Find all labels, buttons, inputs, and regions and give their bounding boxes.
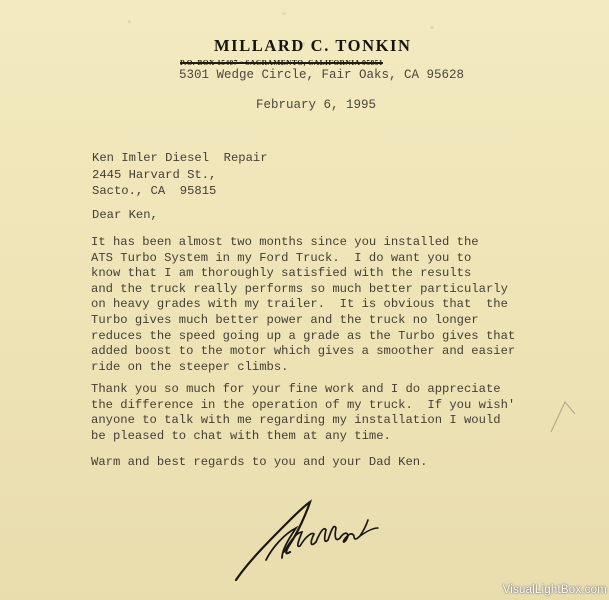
recipient-line: Sacto., CA 95815 bbox=[92, 184, 217, 198]
recipient-line: Ken Imler Diesel Repair bbox=[92, 151, 268, 165]
body-paragraph-1 bbox=[91, 235, 515, 375]
letterhead-old-address: P.O. BOX 15407 • SACRAMENTO, CALIFORNIA 95851 bbox=[180, 58, 383, 67]
paragraph-line: anyone to talk with me regarding my installation I would bbox=[91, 413, 501, 428]
paragraph-line: Warm and best regards to you and your Dad Ken. bbox=[91, 455, 428, 469]
salutation: Dear Ken, bbox=[92, 208, 158, 222]
watermark: VisualLightBox.com bbox=[502, 584, 607, 596]
paper-blemish bbox=[128, 20, 131, 23]
handwritten-signature bbox=[226, 492, 386, 588]
recipient-address bbox=[92, 150, 268, 200]
paragraph-line: on heavy grades with my trailer. It is obvious that the bbox=[91, 297, 508, 312]
body-paragraph-3 bbox=[91, 455, 427, 471]
pencil-mark bbox=[549, 396, 579, 436]
paragraph-line: and the truck really performs so much better particularly bbox=[91, 281, 508, 296]
paragraph-line: reduces the speed going up a grade as the Turbo gives that bbox=[91, 328, 516, 343]
paragraph-line: know that I am thoroughly satisfied with the results bbox=[91, 266, 472, 281]
letterhead-new-address: 5301 Wedge Circle, Fair Oaks, CA 95628 bbox=[179, 68, 465, 82]
letterhead-name: MILLARD C. TONKIN bbox=[214, 36, 412, 55]
body-paragraph-2 bbox=[91, 382, 515, 444]
letter-date: February 6, 1995 bbox=[256, 98, 377, 112]
paragraph-line: ride on the steeper climbs. bbox=[91, 359, 289, 374]
paragraph-line: the difference in the operation of my truck. If you wish' bbox=[91, 397, 516, 412]
recipient-line: 2445 Harvard St., bbox=[92, 167, 217, 182]
paper-blemish bbox=[430, 26, 434, 29]
paragraph-line: It has been almost two months since you installed the bbox=[91, 235, 479, 249]
paragraph-line: Turbo gives much better power and the truck no longer bbox=[91, 312, 479, 327]
paragraph-line: added boost to the motor which gives a smoother and easier bbox=[91, 344, 516, 359]
paragraph-line: be pleased to chat with them at any time. bbox=[91, 428, 391, 443]
paragraph-line: ATS Turbo System in my Ford Truck. I do want you to bbox=[91, 250, 472, 265]
paragraph-line: Thank you so much for your fine work and I do appreciate bbox=[91, 382, 501, 396]
paper-blemish bbox=[282, 12, 286, 15]
